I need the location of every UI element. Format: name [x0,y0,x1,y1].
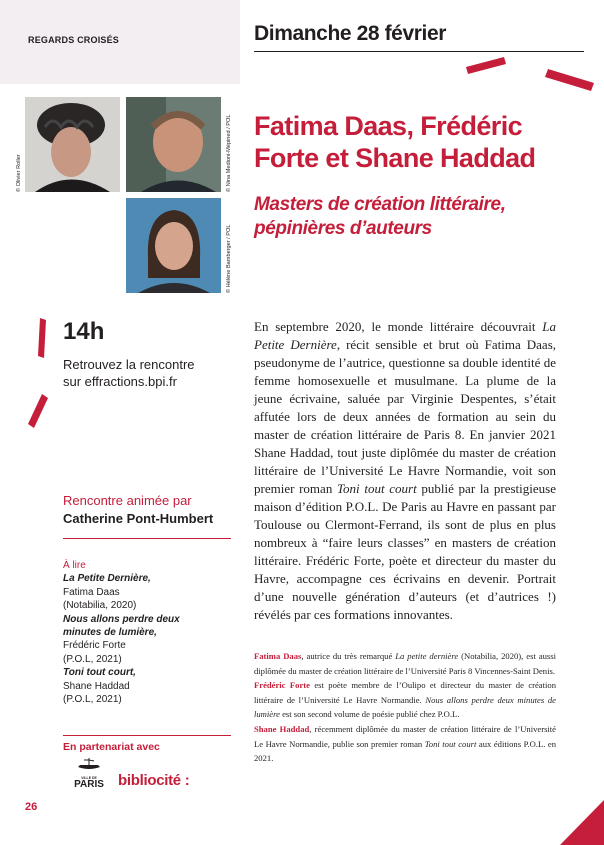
title-line-2: Forte et Shane Haddad [254,143,536,173]
section-label: REGARDS CROISÉS [28,35,120,45]
bio-3-text-b: aux éditions P.O.L. en 2021. [254,738,556,764]
book-2-title-line-1: Nous allons perdre deux [63,613,180,625]
event-online-line-1: Retrouvez la rencontre [63,357,195,372]
author-bios [254,649,556,766]
bio-1-book: La petite dernière [395,651,459,661]
bio-3-text-a: , récemment diplômée du master de création littéraire de l’Université Le Havre Normandie, publie son premier roman [254,723,556,749]
host-label: Rencontre animée par [63,493,192,508]
main-text-book-title-2: Toni tout court [337,481,417,496]
book-2-publisher: (P.O.L, 2021) [63,653,122,665]
event-time: 14h [63,318,105,345]
paris-logo-text: PARIS [74,779,104,790]
bibliocite-logo: bibliocité : [118,772,190,789]
photo-credit-3: © Hélène Bamberger / POL [226,224,232,293]
subtitle-line-1: Masters de création littéraire, [254,194,506,215]
decorative-corner-triangle [560,800,604,845]
page-subtitle [254,193,574,241]
event-online-line-2: sur effractions.bpi.fr [63,374,177,389]
main-text-part-3: , récit sensible et brut où Fatima Daas, pseudonyme de l’autrice, questionne sa double identité de femme homosexuelle et musulmane. La plume de la jeune écrivaine, saluée par Virginie Despentes, s’était affutée lors de deux années de formation au sein du master de création littéraire de Paris 8. En janvier 2021 Shane Haddad, tout juste diplômée du master de création littéraire de l’Université Le Havre Normandie, voit son premier roman [254,337,557,496]
bio-1-text-a: , autrice du très remarqué [301,651,396,661]
book-1-title: La Petite Dernière, [63,573,151,585]
main-text-part-5: publié par la prestigieuse maison d’édition P.O.L. De Paris au Havre en passant par Toulouse ou Clermont-Ferrand, ils sont de plus en plus nombreux à “faire leurs classes” en masters de création littéraire. Frédéric Forte, poète et directeur du master du Havre, accompagne ces écrivains en devenir. Portrait d’une nouvelle génération d’auteurs (et d’autrices !) révélés par ces formations innovantes. [254,481,556,622]
main-text-part-1: En septembre 2020, le monde littéraire découvrait [254,319,536,334]
page-number: 26 [25,801,38,813]
title-line-1: Fatima Daas, Frédéric [254,111,523,141]
decorative-stripes-left [26,312,56,442]
book-1-author: Fatima Daas [63,586,120,598]
photo-credit-2: © Nina Medioni-Mépined / POL [226,114,232,192]
bio-1-name: Fatima Daas [254,651,302,661]
bio-2-name: Frédéric Forte [254,680,310,691]
bio-2-text-b: est son second volume de poésie publié chez P.O.L. [279,709,460,720]
reading-divider [63,735,231,736]
photo-frederic-forte [126,97,221,192]
bio-shane-haddad [254,722,556,766]
book-1-publisher: (Notabilia, 2020) [63,600,137,612]
bio-3-name: Shane Haddad [254,723,310,734]
reading-label: À lire [63,560,86,571]
bio-2-book: Nous allons perdre deux minutes de lumière [254,694,556,720]
photo-fatima-daas [25,97,120,192]
book-2-author: Frédéric Forte [63,640,126,652]
main-text-book-title-1: La Petite Dernière [254,319,556,352]
event-online-info [63,356,233,390]
partner-label: En partenariat avec [63,741,160,753]
book-3-title: Toni tout court, [63,667,136,679]
bio-frederic-forte [254,678,556,722]
subtitle-line-2: pépinières d’auteurs [254,218,432,239]
book-2-title-line-2: minutes de lumière, [63,627,157,639]
header-date: Dimanche 28 février [254,22,447,45]
paris-ship-icon [74,757,104,771]
bio-2-text-a: est poète membre de l’Oulipo et directeur du master de création littéraire de l’Université Le Havre Normandie. [254,680,556,705]
photo-shane-haddad [126,198,221,293]
book-3-publisher: (P.O.L, 2021) [63,694,122,706]
book-3-author: Shane Haddad [63,680,130,692]
bio-3-book: Toni tout court [424,738,477,749]
photo-credit-1: © Olivier Roller [16,154,22,192]
bio-1-text-b: (Notabilia, 2020), est aussi diplômée du master de création littéraire de l’Université Paris 8 Vincennes-Saint Denis. [254,651,557,676]
paris-logo-small: VILLE DE [81,776,97,780]
host-divider [63,538,231,539]
host-name: Catherine Pont-Humbert [63,511,214,526]
reading-list [63,559,203,706]
paris-logo [74,757,104,790]
page-title [254,110,574,174]
decorative-stripes-header [440,45,600,95]
bio-fatima-daas [254,649,556,678]
main-article-text [254,318,556,624]
